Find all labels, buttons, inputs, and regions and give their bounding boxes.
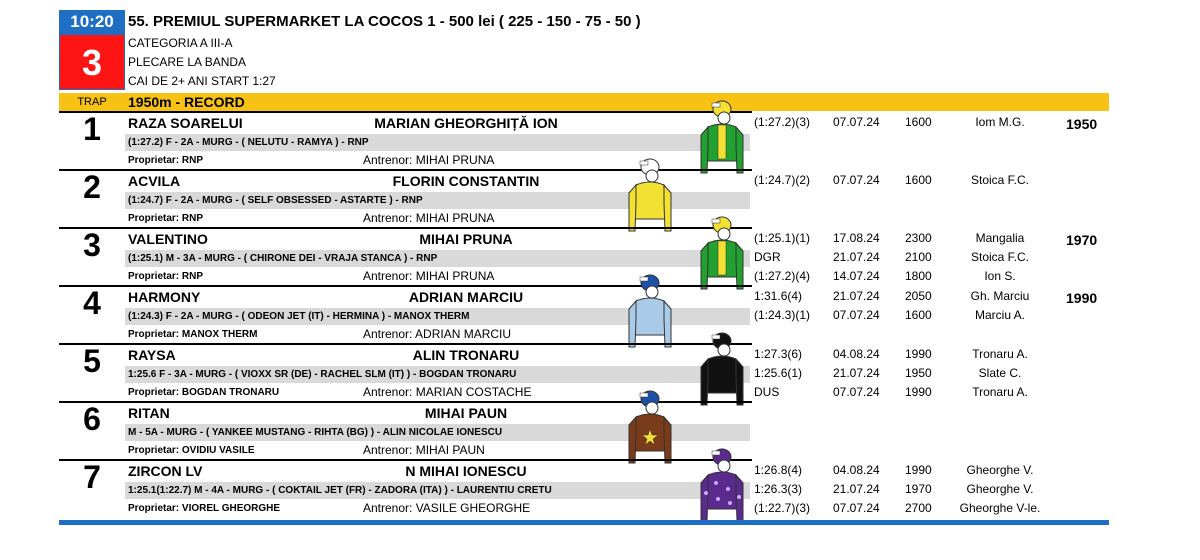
owner-name: Proprietar: BOGDAN TRONARU — [128, 387, 280, 398]
past-date: 07.07.24 — [833, 115, 880, 129]
past-distance: 1600 — [905, 115, 932, 129]
past-time: (1:27.2)(3) — [754, 115, 811, 129]
owner-name: Proprietar: MANOX THERM — [128, 329, 258, 340]
past-driver: Marciu A. — [974, 308, 1025, 322]
record-year: 1990 — [1066, 290, 1098, 306]
owner-name: Proprietar: RNP — [128, 213, 204, 224]
past-driver: Tronaru A. — [972, 385, 1028, 399]
past-distance: 1990 — [905, 347, 932, 361]
past-driver: Gheorghe V. — [966, 482, 1034, 496]
race-number: 3 — [59, 34, 125, 90]
past-distance: 2050 — [905, 289, 932, 303]
owner-name: Proprietar: OVIDIU VASILE — [128, 445, 255, 456]
horse-info: 1:25.1(1:22.7) M - 4A - MURG - ( COKTAIL JET (FR) - ZADORA (ITA) ) - LAURENTIU CRETU — [128, 485, 552, 496]
horse-number: 3 — [83, 227, 101, 263]
trainer-name: Antrenor: ADRIAN MARCIU — [363, 327, 512, 341]
past-driver: Gh. Marciu — [970, 289, 1030, 303]
jockey-name: MIHAI PAUN — [424, 405, 508, 421]
past-driver: Ion S. — [984, 269, 1016, 283]
past-date: 17.08.24 — [833, 231, 880, 245]
past-time: (1:22.7)(3) — [754, 501, 811, 515]
horse-number: 5 — [83, 343, 101, 379]
owner-name: Proprietar: RNP — [128, 271, 204, 282]
past-time: 1:26.8(4) — [754, 463, 803, 477]
horse-info: (1:25.1) M - 3A - MURG - ( CHIRONE DEI - VRAJA STANCA ) - RNP — [128, 253, 438, 264]
jockey-name: ALIN TRONARU — [412, 347, 520, 363]
race-condition-category: CATEGORIA A III-A — [128, 36, 233, 50]
horse-name: ZIRCON LV — [128, 463, 203, 479]
horse-info: (1:27.2) F - 2A - MURG - ( NELUTU - RAMYA ) - RNP — [128, 137, 369, 148]
past-date: 21.07.24 — [833, 250, 880, 264]
past-driver: Stoica F.C. — [970, 250, 1030, 264]
past-time: 1:27.3(6) — [754, 347, 803, 361]
trainer-name: Antrenor: VASILE GHEORGHE — [363, 501, 531, 515]
past-date: 21.07.24 — [833, 482, 880, 496]
horse-info: 1:25.6 F - 3A - MURG - ( VIOXX SR (DE) - RACHEL SLM (IT) ) - BOGDAN TRONARU — [128, 369, 517, 380]
past-time: (1:27.2)(4) — [754, 269, 811, 283]
past-driver: Slate C. — [978, 366, 1022, 380]
row-separator — [59, 343, 752, 345]
owner-name: Proprietar: RNP — [128, 155, 204, 166]
past-date: 04.08.24 — [833, 347, 880, 361]
past-date: 07.07.24 — [833, 173, 880, 187]
trainer-name: Antrenor: MIHAI PRUNA — [363, 211, 495, 225]
past-time: 1:25.6(1) — [754, 366, 803, 380]
record-year: 1970 — [1066, 232, 1098, 248]
race-distance: 1950m - RECORD — [128, 94, 245, 110]
past-distance: 1990 — [905, 463, 932, 477]
horse-name: VALENTINO — [128, 231, 208, 247]
past-driver: Stoica F.C. — [970, 173, 1030, 187]
past-date: 07.07.24 — [833, 501, 880, 515]
owner-name: Proprietar: VIOREL GHEORGHE — [128, 503, 281, 514]
past-driver: Mangalia — [975, 231, 1025, 245]
horse-name: RAYSA — [128, 347, 176, 363]
horse-number: 2 — [83, 169, 101, 205]
row-separator — [59, 227, 752, 229]
past-date: 14.07.24 — [833, 269, 880, 283]
race-condition-start: PLECARE LA BANDA — [128, 55, 247, 69]
horse-number: 7 — [83, 459, 101, 495]
past-time: DUS — [754, 385, 780, 399]
horse-name: ACVILA — [128, 173, 181, 189]
trap-label: TRAP — [77, 96, 107, 108]
jockey-name: MARIAN GHEORGHIȚĂ ION — [374, 115, 558, 131]
record-year: 1950 — [1066, 116, 1098, 132]
horse-name: RAZA SOARELUI — [128, 115, 243, 131]
row-separator — [59, 111, 752, 113]
jockey-name: N MIHAI IONESCU — [405, 463, 527, 479]
past-driver: Iom M.G. — [975, 115, 1025, 129]
past-distance: 1950 — [905, 366, 932, 380]
trainer-name: Antrenor: MIHAI PRUNA — [363, 153, 495, 167]
horse-info: (1:24.7) F - 2A - MURG - ( SELF OBSESSED - ASTARTE ) - RNP — [128, 195, 423, 206]
past-distance: 1600 — [905, 173, 932, 187]
horse-name: RITAN — [128, 405, 170, 421]
horse-name: HARMONY — [128, 289, 201, 305]
past-time: (1:24.3)(1) — [754, 308, 811, 322]
jockey-name: FLORIN CONSTANTIN — [392, 173, 540, 189]
race-condition-age: CAI DE 2+ ANI START 1:27 — [128, 74, 276, 88]
past-driver: Gheorghe V-le. — [959, 501, 1041, 515]
past-time: (1:25.1)(1) — [754, 231, 811, 245]
past-date: 04.08.24 — [833, 463, 880, 477]
past-date: 21.07.24 — [833, 289, 880, 303]
trainer-name: Antrenor: MARIAN COSTACHE — [363, 385, 532, 399]
horse-info: (1:24.3) F - 2A - MURG - ( ODEON JET (IT) - HERMINA ) - MANOX THERM — [128, 311, 470, 322]
past-distance: 2100 — [905, 250, 932, 264]
past-distance: 1600 — [905, 308, 932, 322]
jockey-name: ADRIAN MARCIU — [408, 289, 524, 305]
past-driver: Gheorghe V. — [966, 463, 1034, 477]
race-title: 55. PREMIUL SUPERMARKET LA COCOS 1 - 500 lei ( 225 - 150 - 75 - 50 ) — [128, 13, 641, 30]
past-time: 1:31.6(4) — [754, 289, 803, 303]
past-time: 1:26.3(3) — [754, 482, 803, 496]
past-distance: 1990 — [905, 385, 932, 399]
past-date: 07.07.24 — [833, 308, 880, 322]
past-distance: 1800 — [905, 269, 932, 283]
purple-stars-icon — [698, 443, 746, 531]
row-separator — [59, 459, 752, 461]
past-distance: 1970 — [905, 482, 932, 496]
trainer-name: Antrenor: MIHAI PRUNA — [363, 269, 495, 283]
bottom-rule — [59, 520, 1109, 525]
past-date: 21.07.24 — [833, 366, 880, 380]
horse-number: 4 — [83, 285, 101, 321]
past-distance: 2300 — [905, 231, 932, 245]
horse-number: 6 — [83, 401, 101, 437]
past-date: 07.07.24 — [833, 385, 880, 399]
horse-number: 1 — [83, 111, 101, 147]
horse-info: M - 5A - MURG - ( YANKEE MUSTANG - RIHTA (BG) ) - ALIN NICOLAE IONESCU — [128, 427, 503, 438]
past-time: DGR — [754, 250, 781, 264]
past-driver: Tronaru A. — [972, 347, 1028, 361]
trainer-name: Antrenor: MIHAI PAUN — [363, 443, 485, 457]
race-time: 10:20 — [59, 10, 125, 34]
past-distance: 2700 — [905, 501, 932, 515]
jockey-name: MIHAI PRUNA — [419, 231, 513, 247]
past-time: (1:24.7)(2) — [754, 173, 811, 187]
